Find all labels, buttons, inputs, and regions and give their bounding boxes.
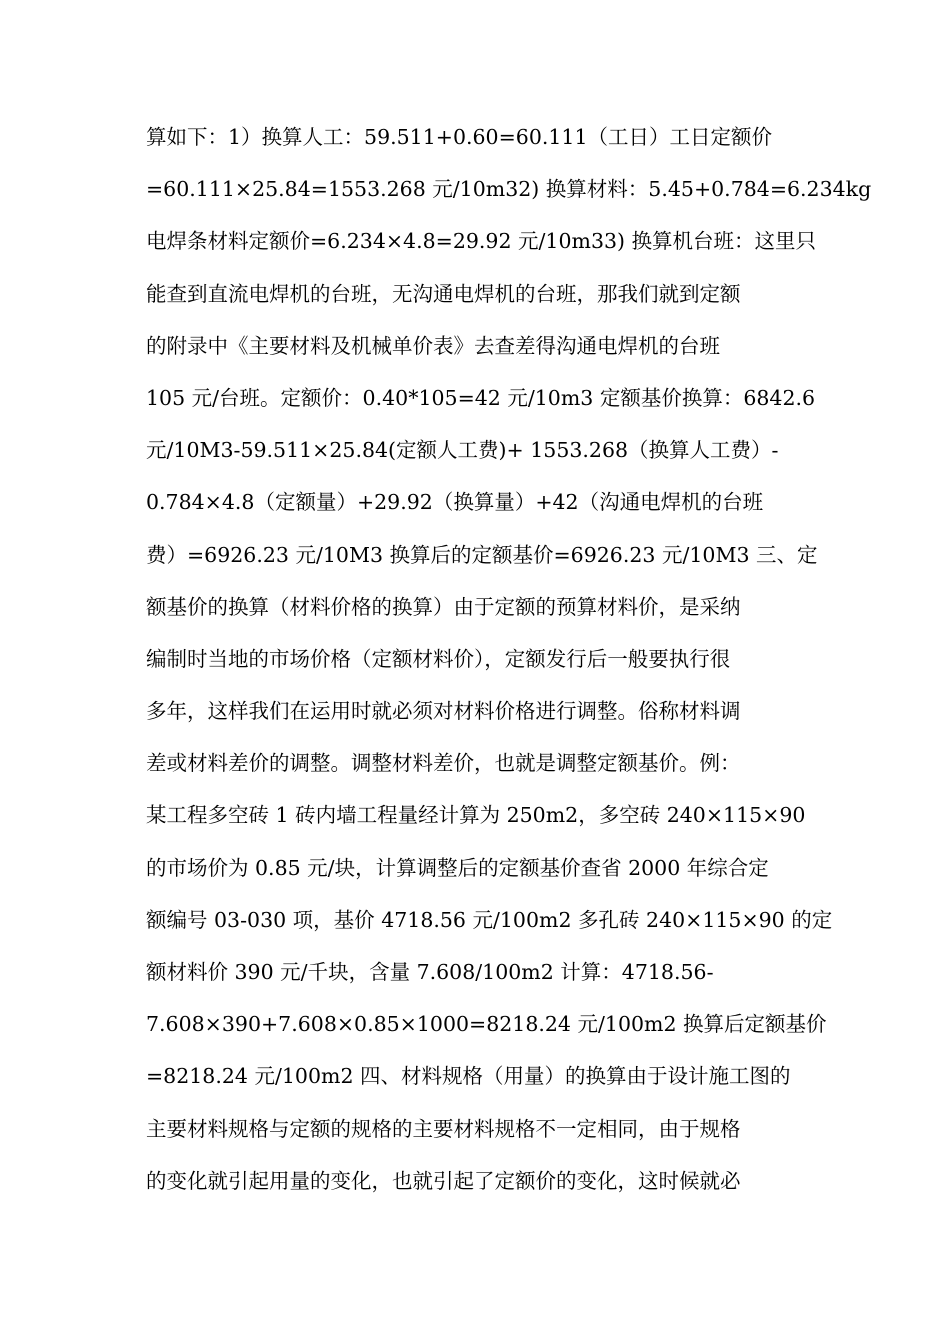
- text-line: 某工程多空砖 1 砖内墙工程量经计算为 250m2，多空砖 240×115×90: [146, 803, 806, 828]
- text-line: 额材料价 390 元/千块，含量 7.608/100m2 计算：4718.56-: [146, 960, 714, 984]
- text-line: 元/10M3-59.511×25.84(定额人工费)+ 1553.268（换算人工费）-: [146, 438, 779, 463]
- text-line: 电焊条材料定额价=6.234×4.8=29.92 元/10m33) 换算机台班：这里只: [146, 229, 817, 254]
- text-line: 费）=6926.23 元/10M3 换算后的定额基价=6926.23 元/10M3 三、定: [146, 542, 818, 567]
- text-line: 的附录中《主要材料及机械单价表》去查差得沟通电焊机的台班: [146, 333, 720, 358]
- text-line: =60.111×25.84=1553.268 元/10m32) 换算材料：5.45+0.784=6.234kg: [146, 177, 872, 202]
- text-line: 算如下：1）换算人工：59.511+0.60=60.111（工日）工日定额价: [146, 125, 772, 149]
- text-line: =8218.24 元/100m2 四、材料规格（用量）的换算由于设计施工图的: [146, 1064, 791, 1089]
- text-line: 0.784×4.8（定额量）+29.92（换算量）+42（沟通电焊机的台班: [146, 490, 764, 515]
- text-line: 主要材料规格与定额的规格的主要材料规格不一定相同，由于规格: [146, 1116, 741, 1141]
- text-line: 编制时当地的市场价格（定额材料价），定额发行后一般要执行很: [146, 646, 731, 671]
- text-line: 的市场价为 0.85 元/块，计算调整后的定额基价查省 2000 年综合定: [146, 855, 769, 880]
- text-line: 多年，这样我们在运用时就必须对材料价格进行调整。俗称材料调: [146, 699, 741, 724]
- text-line: 能查到直流电焊机的台班，无沟通电焊机的台班，那我们就到定额: [146, 281, 741, 306]
- body-text: [146, 111, 872, 1207]
- text-line: 的变化就引起用量的变化，也就引起了定额价的变化，这时候就必: [146, 1168, 741, 1193]
- text-line: 差或材料差价的调整。调整材料差价，也就是调整定额基价。例：: [146, 751, 741, 776]
- text-line: 额编号 03-030 项，基价 4718.56 元/100m2 多孔砖 240×115×90 的定: [146, 907, 833, 932]
- text-line: 7.608×390+7.608×0.85×1000=8218.24 元/100m2 换算后定额基价: [146, 1012, 827, 1037]
- text-line: 额基价的换算（材料价格的换算）由于定额的预算材料价，是采纳: [146, 594, 741, 619]
- text-line: 105 元/台班。定额价：0.40*105=42 元/10m3 定额基价换算：6842.6: [146, 385, 816, 410]
